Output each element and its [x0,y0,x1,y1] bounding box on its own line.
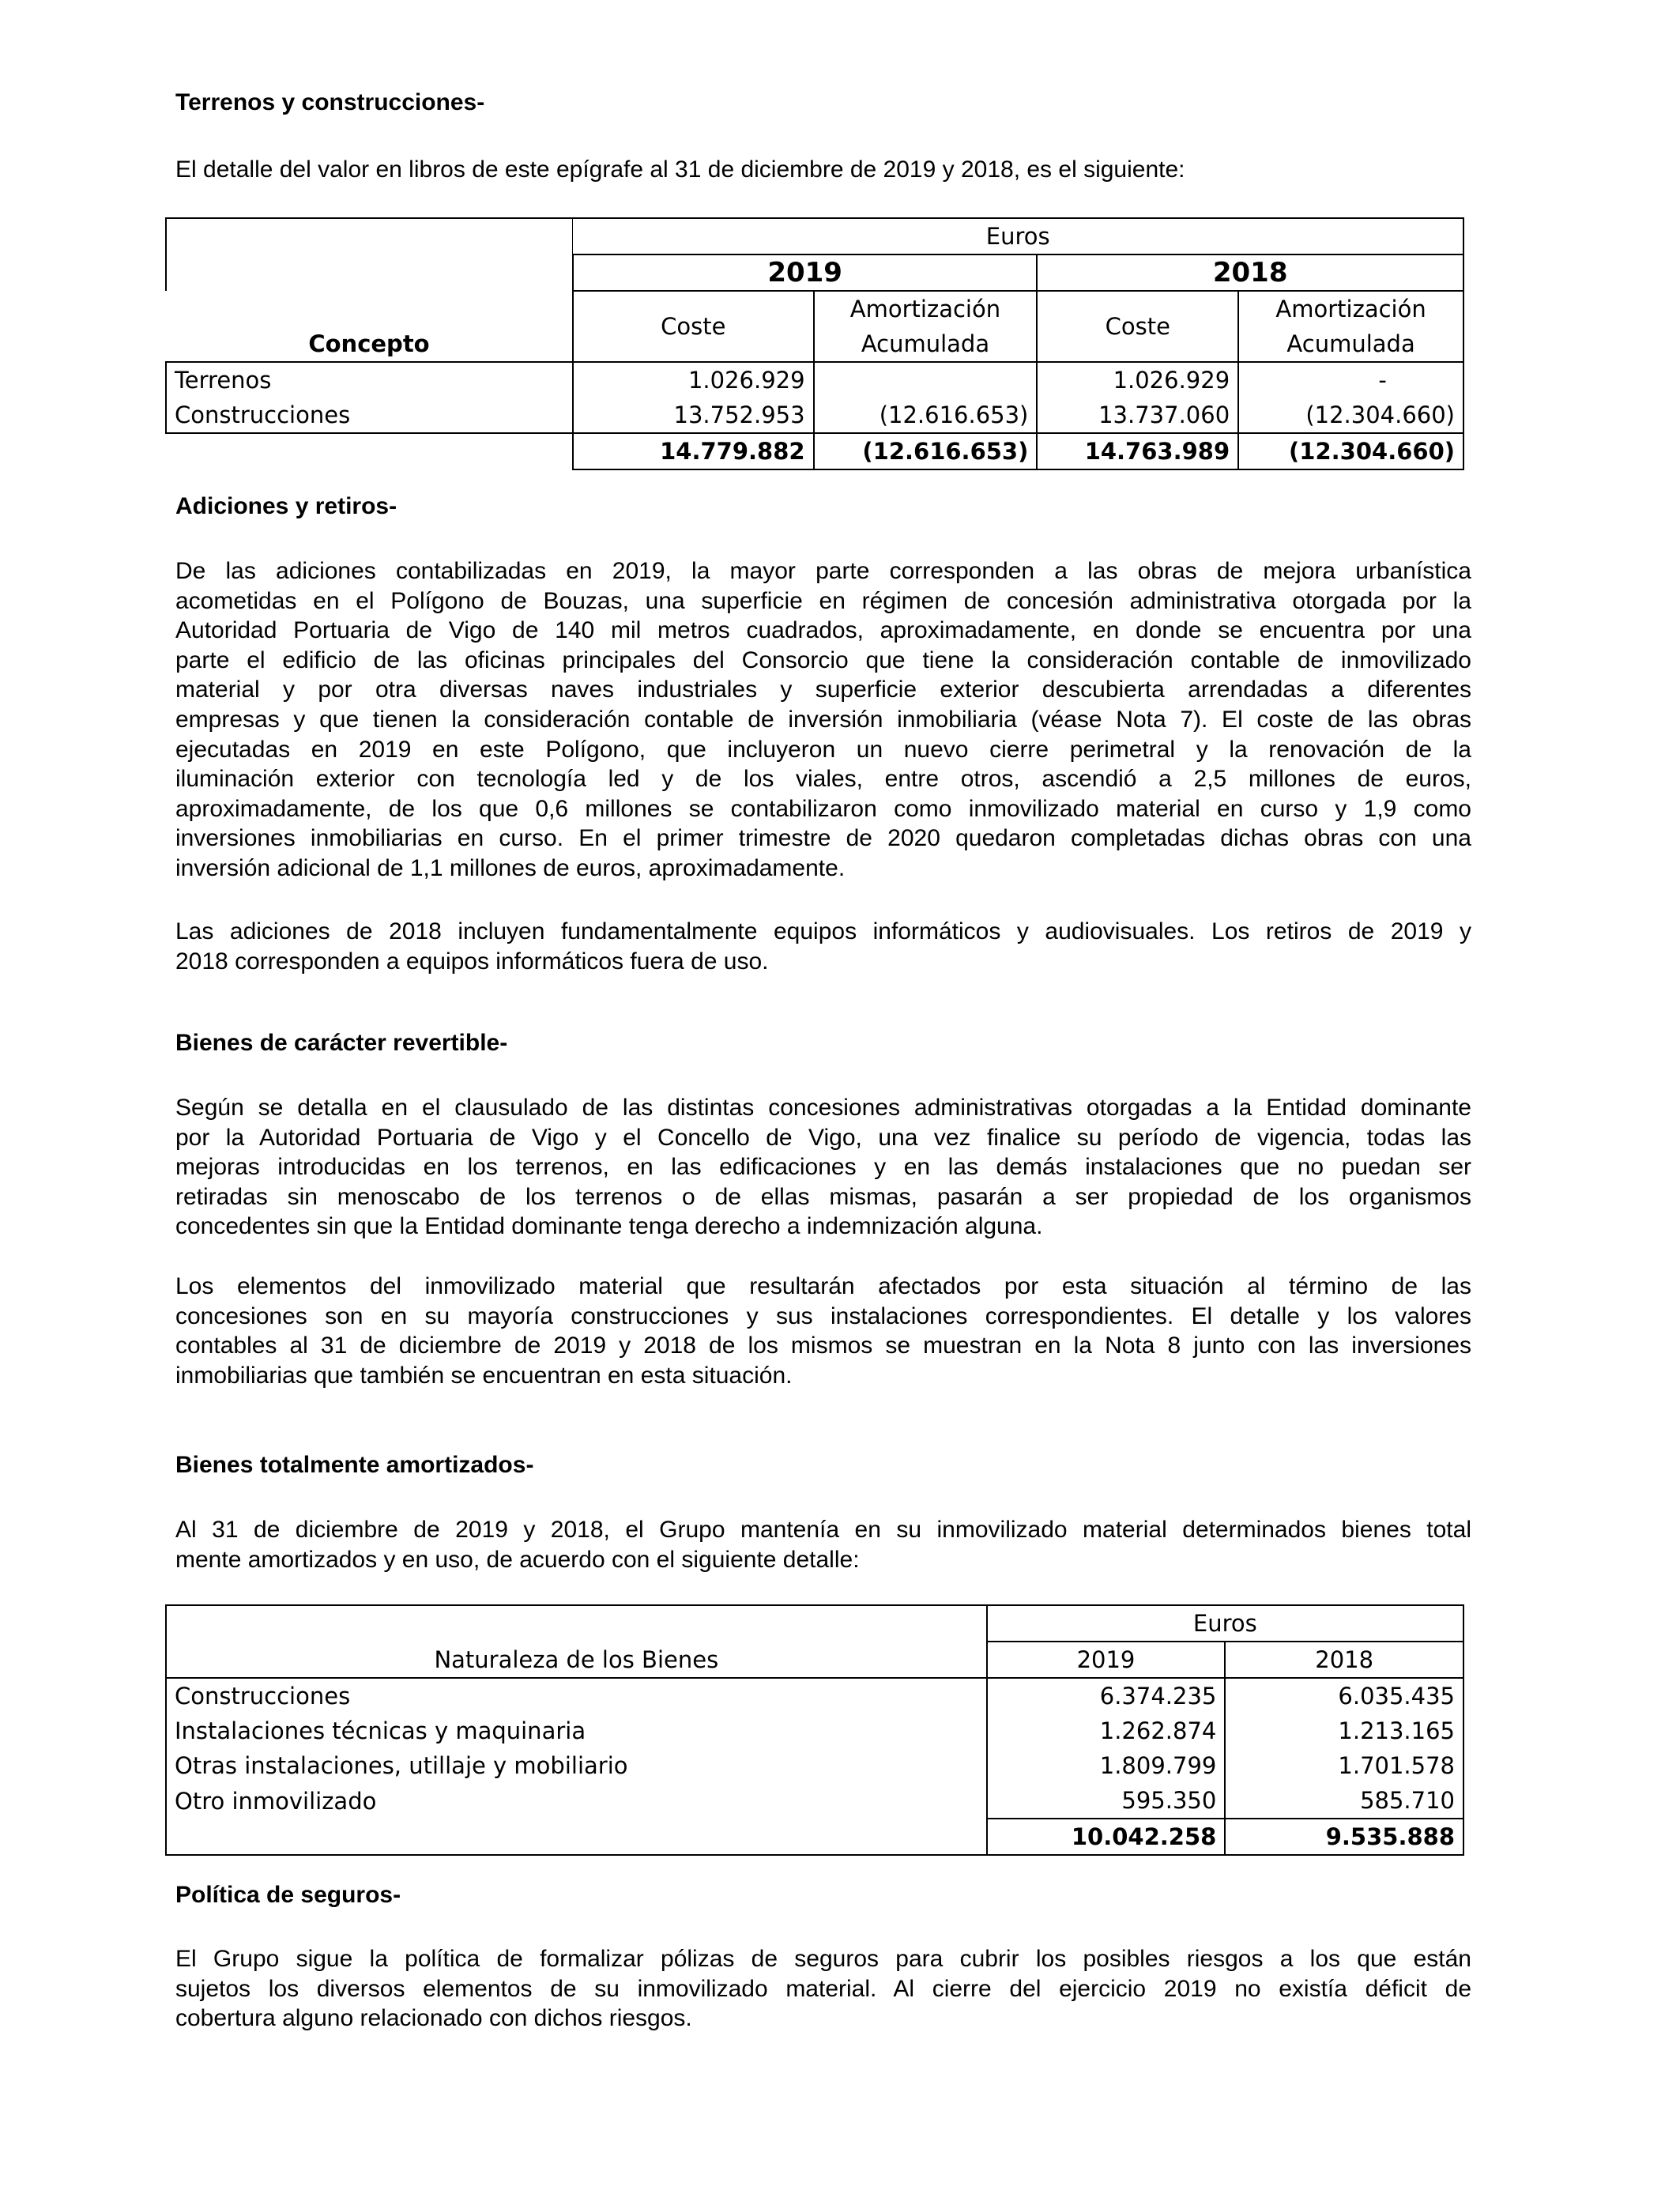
row-label: Otro inmovilizado [166,1783,987,1819]
table-row: Terrenos 1.026.929 1.026.929 - [166,362,1463,398]
table-total-row: 10.042.258 9.535.888 [166,1819,1463,1855]
amort-2019-header-line2: Acumulada [814,326,1038,362]
table-row: Construcciones 13.752.953 (12.616.653) 13.737.060 (12.304.660) [166,398,1463,433]
table-row: Instalaciones técnicas y maquinaria 1.262.874 1.213.165 [166,1713,1463,1748]
year-2019-header: 2019 [573,254,1037,291]
table-total-row: 14.779.882 (12.616.653) 14.763.989 (12.304.660) [166,433,1463,469]
bienes-revertible-paragraph-2: Los elementos del inmovilizado material que resultarán afectados por esta situación al término de las concesiones son en su mayoría construcciones y sus instalaciones correspondientes. El detalle y los valores contables al 31 de diciembre de 2019 y 2018 de los mismos se muestran en la Nota 8 junto con las inversiones inmobiliarias que también se encuentran en esta situación. [175,1273,1471,1389]
adiciones-paragraph-2: Las adiciones de 2018 incluyen fundamentalmente equipos informáticos y audiovisuales. Los retiros de 2019 y 2018 corresponden a equipos informáticos fuera de uso. [175,918,1471,974]
row-label: Construcciones [166,1678,987,1713]
terrenos-intro: El detalle del valor en libros de este epígrafe al 31 de diciembre de 2019 y 2018, es el siguiente: [175,156,1185,183]
adiciones-paragraph-1: De las adiciones contabilizadas en 2019, la mayor parte corresponden a las obras de mejora urbanística acometidas en el Polígono de Bouzas, una superficie en régimen de concesión administrativa otorgada por la Autoridad Portuaria de Vigo de 140 mil metros cuadrados, aproximadamente, en donde se encuentra por una parte el edificio de las oficinas principales del Consorcio que tiene la consideración contable de inmovilizado material y por otra diversas naves industriales y superficie exterior descubierta arrendadas a diferentes empresas y que tienen la consideración contable de inversión inmobiliaria (véase Nota 7). El coste de las obras ejecutadas en 2019 en este Polígono, que incluyeron un nuevo cierre perimetral y la renovación de la iluminación exterior con tecnología led y de los viales, entre otros, ascendió a 2,5 millones de euros, aproximadamente, de los que 0,6 millones se contabilizaron como inmovilizado material en curso y 1,9 como inversiones inmobiliarias en curso. En el primer trimestre de 2020 quedaron completadas dichas obras con una inversión adicional de 1,1 millones de euros, aproximadamente. [175,558,1471,881]
row-label: Otras instalaciones, utillaje y mobiliario [166,1748,987,1783]
year-2019-header: 2019 [987,1642,1226,1678]
year-2018-header: 2018 [1037,254,1463,291]
amort-2018-header-line1: Amortización [1238,291,1463,326]
heading-bienes-revertible: Bienes de carácter revertible- [175,1030,508,1056]
euros-header: Euros [987,1605,1463,1642]
table-bienes-amortizados [165,1604,1464,1856]
heading-bienes-amortizados: Bienes totalmente amortizados- [175,1452,534,1478]
heading-adiciones: Adiciones y retiros- [175,493,397,519]
coste-2018-header: Coste [1037,291,1238,362]
concepto-header: Concepto [166,291,573,362]
bienes-revertible-paragraph-1: Según se detalla en el clausulado de las distintas concesiones administrativas otorgadas a la Entidad dominante por la Autoridad Portuaria de Vigo y el Concello de Vigo, una vez finalice su período de vigencia, todas las mejoras introducidas en los terrenos, en las edificaciones y en las demás instalaciones que no puedan ser retiradas sin menoscabo de los terrenos o de ellas mismas, pasarán a ser propiedad de los organismos concedentes sin que la Entidad dominante tenga derecho a indemnización alguna. [175,1095,1471,1240]
politica-seguros-paragraph: El Grupo sigue la política de formalizar pólizas de seguros para cubrir los posibles riesgos a los que están sujetos los diversos elementos de su inmovilizado material. Al cierre del ejercicio 2019 no existía déficit de cobertura alguno relacionado con dichos riesgos. [175,1946,1471,2032]
amort-2019-header-line1: Amortización [814,291,1038,326]
row-label: Terrenos [166,362,573,398]
amort-2018-header-line2: Acumulada [1238,326,1463,362]
year-2018-header: 2018 [1225,1642,1463,1678]
naturaleza-header: Naturaleza de los Bienes [166,1642,987,1678]
bienes-amortizados-paragraph: Al 31 de diciembre de 2019 y 2018, el Grupo mantenía en su inmovilizado material determinados bienes total mente amortizados y en uso, de acuerdo con el siguiente detalle: [175,1517,1471,1573]
heading-terrenos: Terrenos y construcciones- [175,89,485,115]
table-row: Otras instalaciones, utillaje y mobiliario 1.809.799 1.701.578 [166,1748,1463,1783]
euros-header: Euros [573,218,1463,254]
table-row: Otro inmovilizado 595.350 585.710 [166,1783,1463,1819]
table-row: Construcciones 6.374.235 6.035.435 [166,1678,1463,1713]
table-terrenos-construcciones [165,217,1464,470]
heading-politica-seguros: Política de seguros- [175,1882,401,1908]
coste-2019-header: Coste [573,291,814,362]
row-label: Construcciones [166,398,573,433]
row-label: Instalaciones técnicas y maquinaria [166,1713,987,1748]
